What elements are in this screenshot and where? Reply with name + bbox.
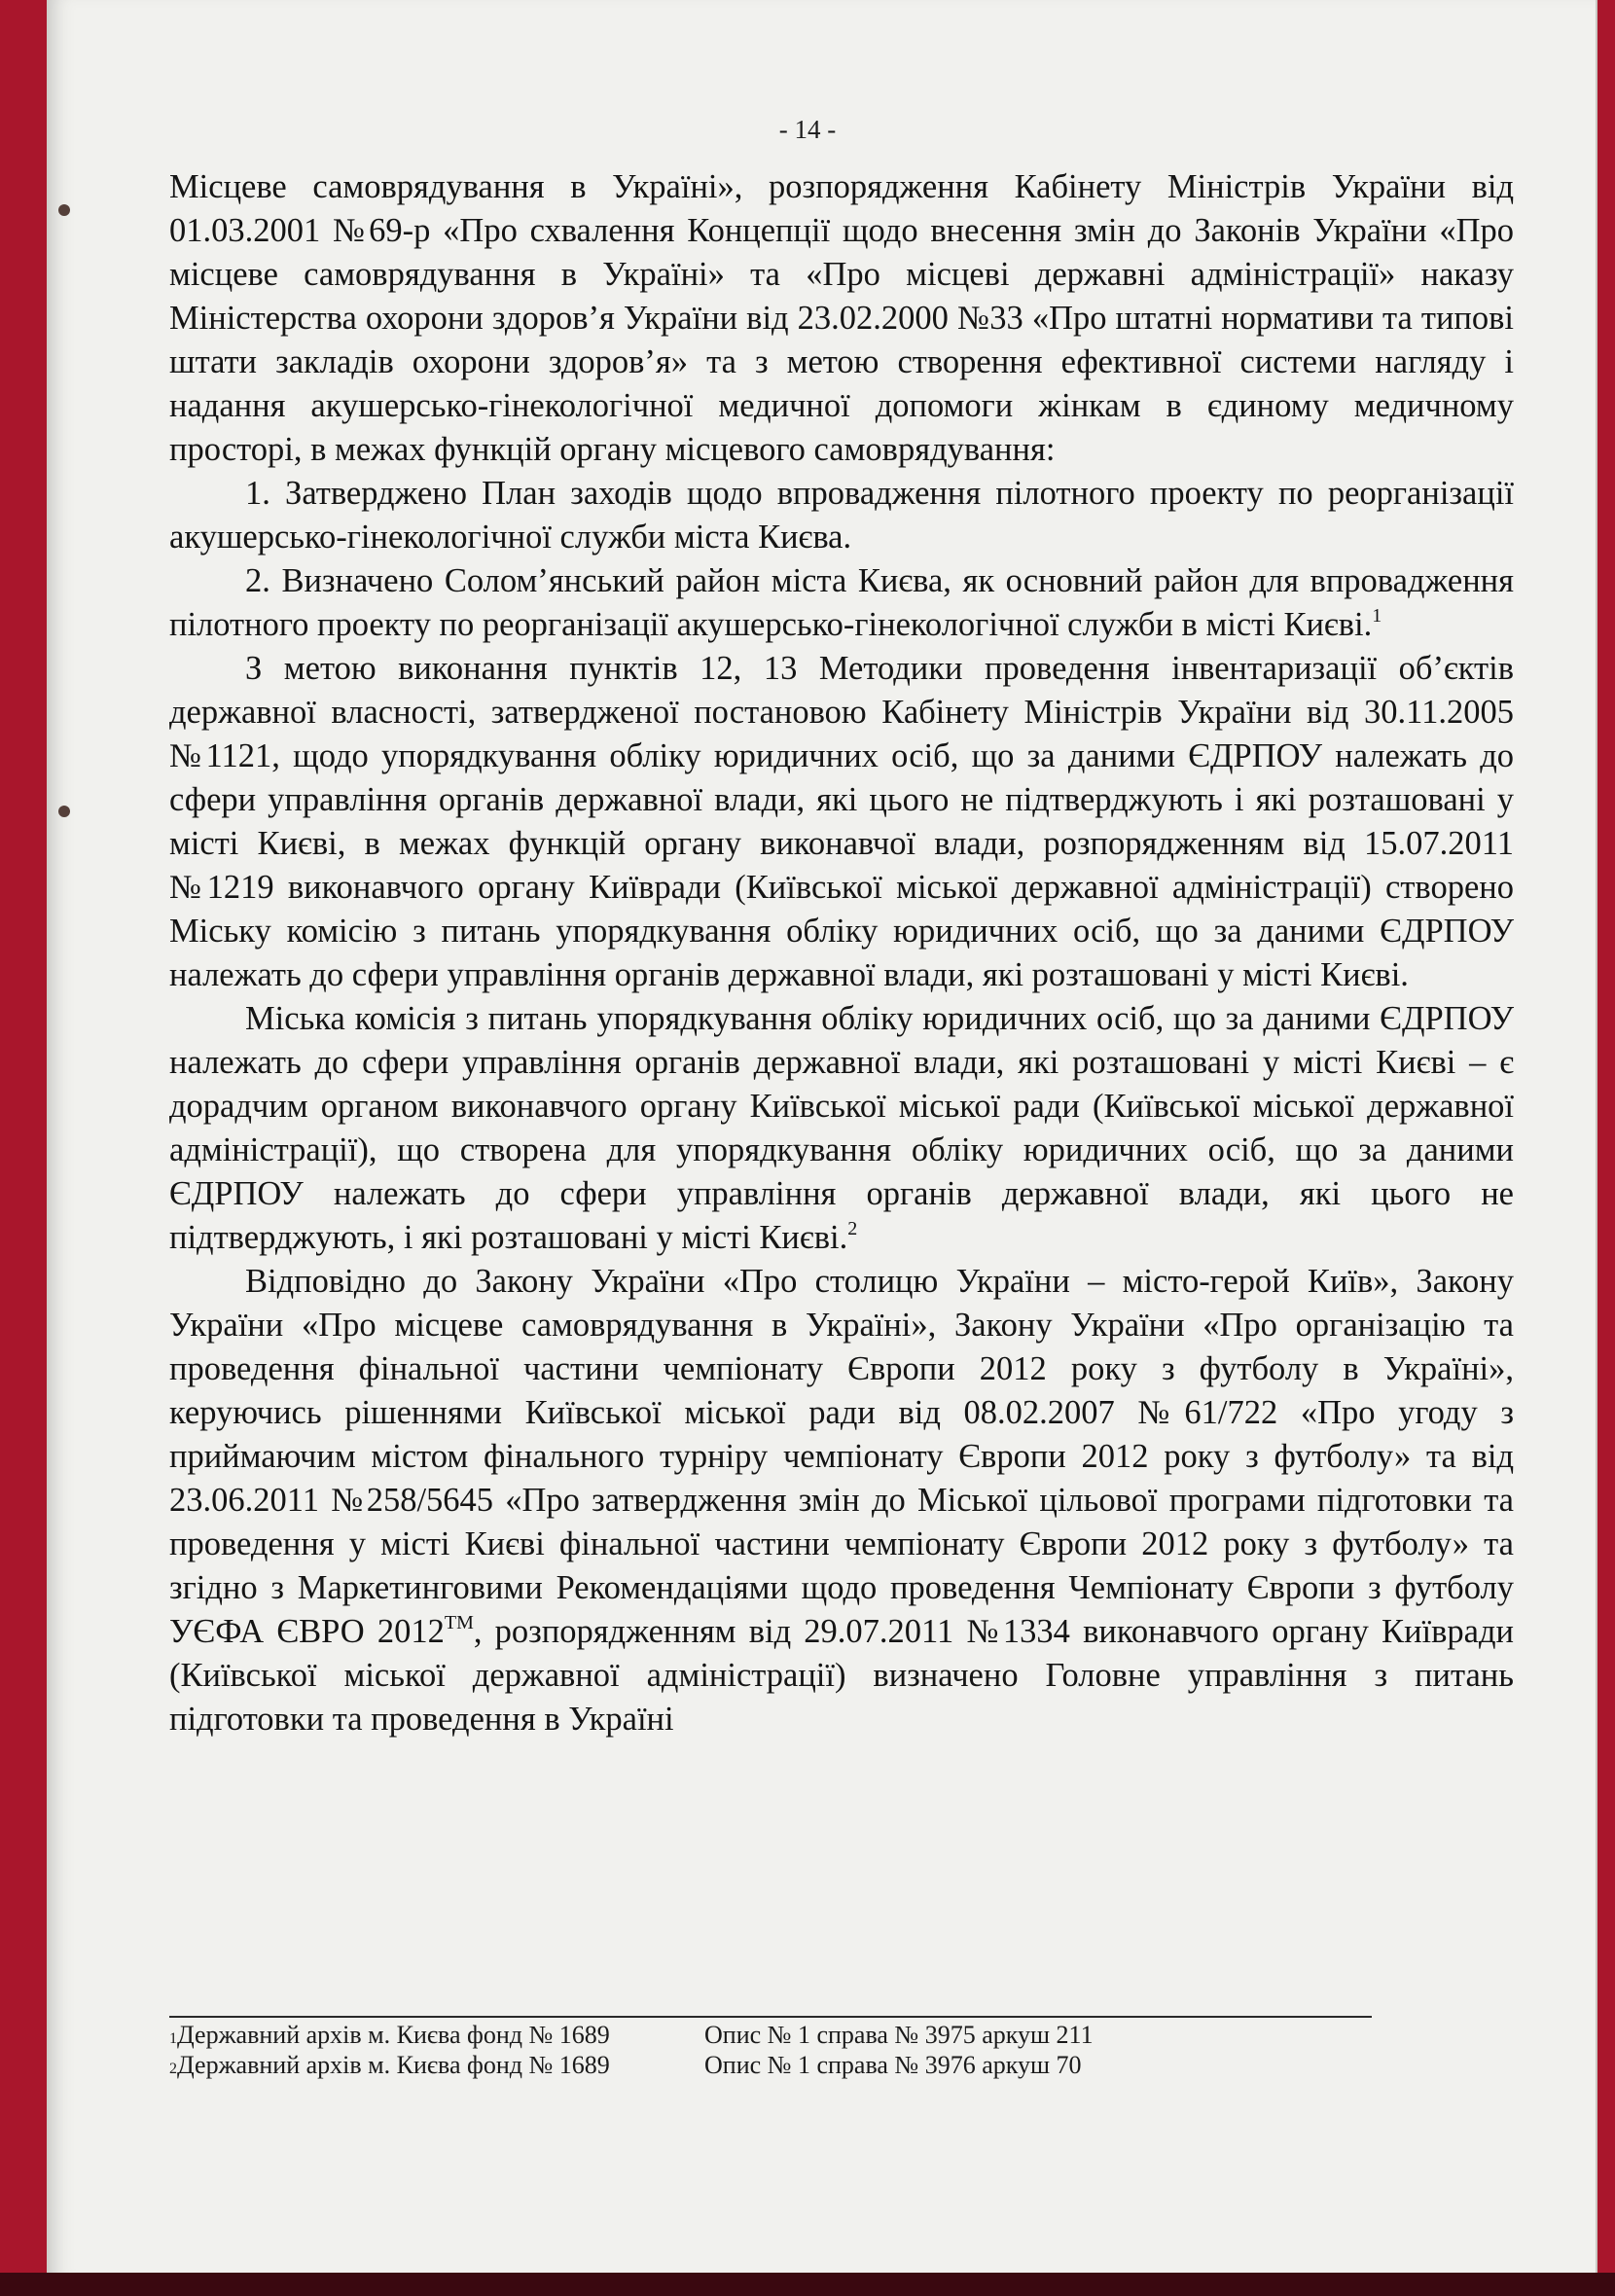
footnote-marker: 1: [1372, 605, 1382, 627]
document-body: [169, 165, 1514, 1741]
paragraph-city-commission-created: [169, 647, 1514, 997]
list-item-1: [169, 472, 1514, 559]
footnote-separator: [169, 2016, 1372, 2018]
paragraph-text-tail: , розпорядженням від 29.07.2011 №1334 виконавчого органу Київради (Київської міської державної адміністрації) визначено Головне управління з питань підготовки та проведення в Україні: [169, 1613, 1514, 1738]
footnote-reference: Опис № 1 справа № 3976 аркуш 70: [704, 2051, 1082, 2079]
footnote-1: 1 Державний архів м. Києва фонд № 1689 Опис № 1 справа № 3975 аркуш 211: [169, 2021, 1094, 2049]
footnotes: [169, 2020, 1434, 2080]
paragraph-euro-2012: [169, 1260, 1514, 1741]
paragraph-text: Місцеве самоврядування в Україні», розпорядження Кабінету Міністрів України від 01.03.2001 №69-р «Про схвалення Концепції щодо внесення змін до Законів України «Про місцеве самоврядування в Україні» та «Про місцеві державні адміністрації» наказу Міністерства охорони здоров’я України від 23.02.2000 №33 «Про штатні нормативи та типові штати закладів охорони здоров’я» та з метою створення ефективної системи нагляду і надання акушерсько-гінекологічної медичної допомоги жінкам в єдиному медичному просторі, в межах функцій органу місцевого самоврядування:: [169, 168, 1514, 468]
footnote-marker: 2: [847, 1218, 858, 1239]
trademark-mark: TM: [444, 1612, 474, 1633]
punch-hole-top: [58, 204, 70, 216]
scan-edge: [0, 2273, 1615, 2296]
footnote-source: Державний архів м. Києва фонд № 1689: [177, 2051, 610, 2079]
footnote-source: Державний архів м. Києва фонд № 1689: [177, 2021, 610, 2049]
footnote-reference: Опис № 1 справа № 3975 аркуш 211: [704, 2021, 1094, 2049]
paragraph-text: Відповідно до Закону України «Про столицю України – місто-герой Київ», Закону України «Про місцеве самоврядування в Україні», Закону України «Про організацію та проведення фінальної частини чемпіонату Європи 2012 року з футболу в Україні», керуючись рішеннями Київської міської ради від 08.02.2007 №61/722 «Про угоду з приймаючим містом фінального турніру чемпіонату Європи 2012 року з футболу» та від 23.06.2011 №258/5645 «Про затвердження змін до Міської цільової програми підготовки та проведення у місті Києві фінальної частини чемпіонату Європи 2012 року з футболу» та згідно з Маркетинговими Рекомендаціями щодо проведення Чемпіонату Європи з футболу УЄФА ЄВРО 2012: [169, 1263, 1514, 1650]
paragraph-intro-continuation: [169, 165, 1514, 472]
paragraph-city-commission-role: [169, 997, 1514, 1260]
punch-hole-bottom: [58, 806, 70, 817]
paragraph-text: З метою виконання пунктів 12, 13 Методики проведення інвентаризації об’єктів державної власності, затвердженої постановою Кабінету Міністрів України від 30.11.2005 №1121, щодо упорядкування обліку юридичних осіб, що за даними ЄДРПОУ належать до сфери управління органів державної влади, які цього не підтверджують і які розташовані у місті Києві, в межах функцій органу виконавчої влади, розпорядженням від 15.07.2011 №1219 виконавчого органу Київради (Київської міської державної адміністрації) створено Міську комісію з питань упорядкування обліку юридичних осіб, що за даними ЄДРПОУ належать до сфери управління органів державної влади, які розташовані у місті Києві.: [169, 650, 1514, 993]
paragraph-text: 2. Визначено Солом’янський район міста Києва, як основний район для впровадження пілотного проекту по реорганізації акушерсько-гінекологічної служби в місті Києві.: [169, 562, 1514, 643]
paragraph-text: Міська комісія з питань упорядкування обліку юридичних осіб, що за даними ЄДРПОУ належать до сфери управління органів державної влади, які розташовані у місті Києві – є дорадчим органом виконавчого органу Київської міської ради (Київської міської державної адміністрації), що створена для упорядкування обліку юридичних осіб, що за даними ЄДРПОУ належать до сфери управління органів державної влади, які цього не підтверджують, і які розташовані у місті Києві.: [169, 1000, 1514, 1256]
footnote-2: 2 Державний архів м. Києва фонд № 1689 Опис № 1 справа № 3976 аркуш 70: [169, 2051, 1082, 2079]
list-item-2: [169, 559, 1514, 647]
paragraph-text: 1. Затверджено План заходів щодо впровадження пілотного проекту по реорганізації акушерсько-гінекологічної служби міста Києва.: [169, 475, 1514, 556]
page-number: - 14 -: [778, 115, 837, 144]
